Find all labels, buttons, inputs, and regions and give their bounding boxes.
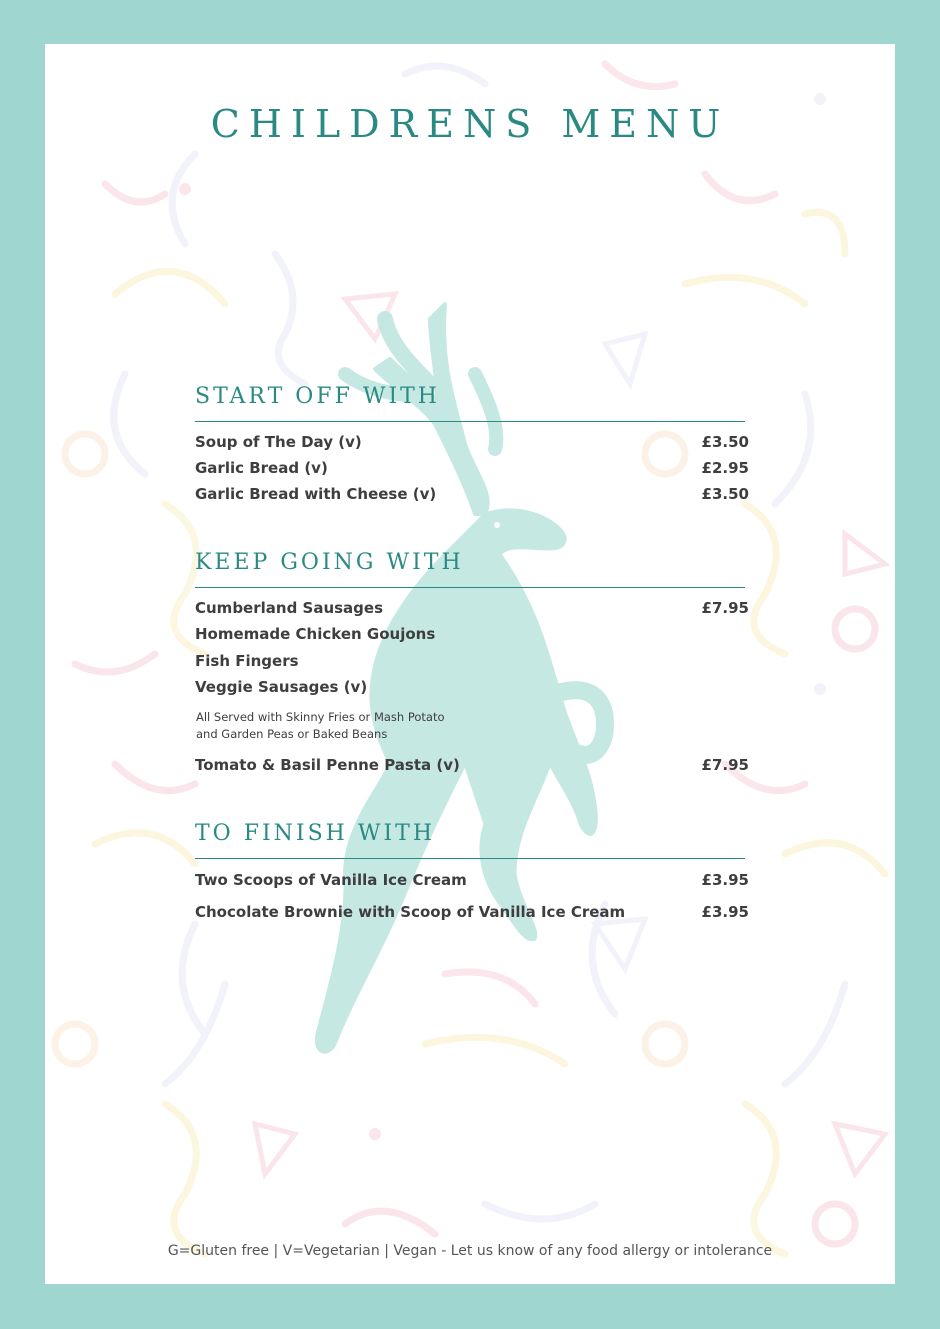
page-title: CHILDRENS MENU (210, 102, 730, 146)
menu-item (195, 598, 749, 618)
menu-item-price: £3.95 (701, 903, 749, 921)
menu-item (195, 677, 749, 697)
menu-item-name: Veggie Sausages (v) (195, 678, 368, 696)
menu-item-name: Cumberland Sausages (195, 599, 384, 617)
menu-item-name: Fish Fingers (195, 652, 299, 670)
menu-sheet (45, 44, 895, 1284)
menu-item-price: £7.95 (701, 756, 749, 774)
menu-item (195, 432, 749, 452)
menu-item (195, 624, 749, 644)
menu-item-price: £3.50 (701, 433, 749, 451)
menu-item-name: Tomato & Basil Penne Pasta (v) (195, 756, 460, 774)
allergy-footer: G=Gluten free | V=Vegetarian | Vegan - Let us know of any food allergy or intolerance (167, 1243, 773, 1259)
menu-item-name: Homemade Chicken Goujons (195, 625, 436, 643)
menu-item (195, 484, 749, 504)
menu-item-name: Garlic Bread (v) (195, 459, 328, 477)
section-divider (195, 587, 745, 588)
menu-item-name: Chocolate Brownie with Scoop of Vanilla Ice Cream (195, 903, 626, 921)
menu-item-name: Garlic Bread with Cheese (v) (195, 485, 437, 503)
section-divider (195, 858, 745, 859)
section-divider (195, 421, 745, 422)
menu-item-name: Two Scoops of Vanilla Ice Cream (195, 871, 467, 889)
menu-item (195, 755, 749, 775)
menu-item-price: £3.95 (701, 871, 749, 889)
sides-note-line: All Served with Skinny Fries or Mash Potato (196, 710, 445, 724)
section-heading-keep-going: KEEP GOING WITH (195, 550, 464, 575)
section-heading-start: START OFF WITH (195, 384, 440, 409)
menu-item-price: £3.50 (701, 485, 749, 503)
menu-item (195, 870, 749, 890)
menu-item (195, 458, 749, 478)
menu-item (195, 902, 749, 922)
menu-item-price: £2.95 (701, 459, 749, 477)
sides-note (196, 709, 596, 743)
menu-item-name: Soup of The Day (v) (195, 433, 362, 451)
menu-item (195, 651, 749, 671)
menu-item-price: £7.95 (701, 599, 749, 617)
section-heading-finish: TO FINISH WITH (195, 821, 436, 846)
sides-note-line: and Garden Peas or Baked Beans (196, 727, 388, 741)
